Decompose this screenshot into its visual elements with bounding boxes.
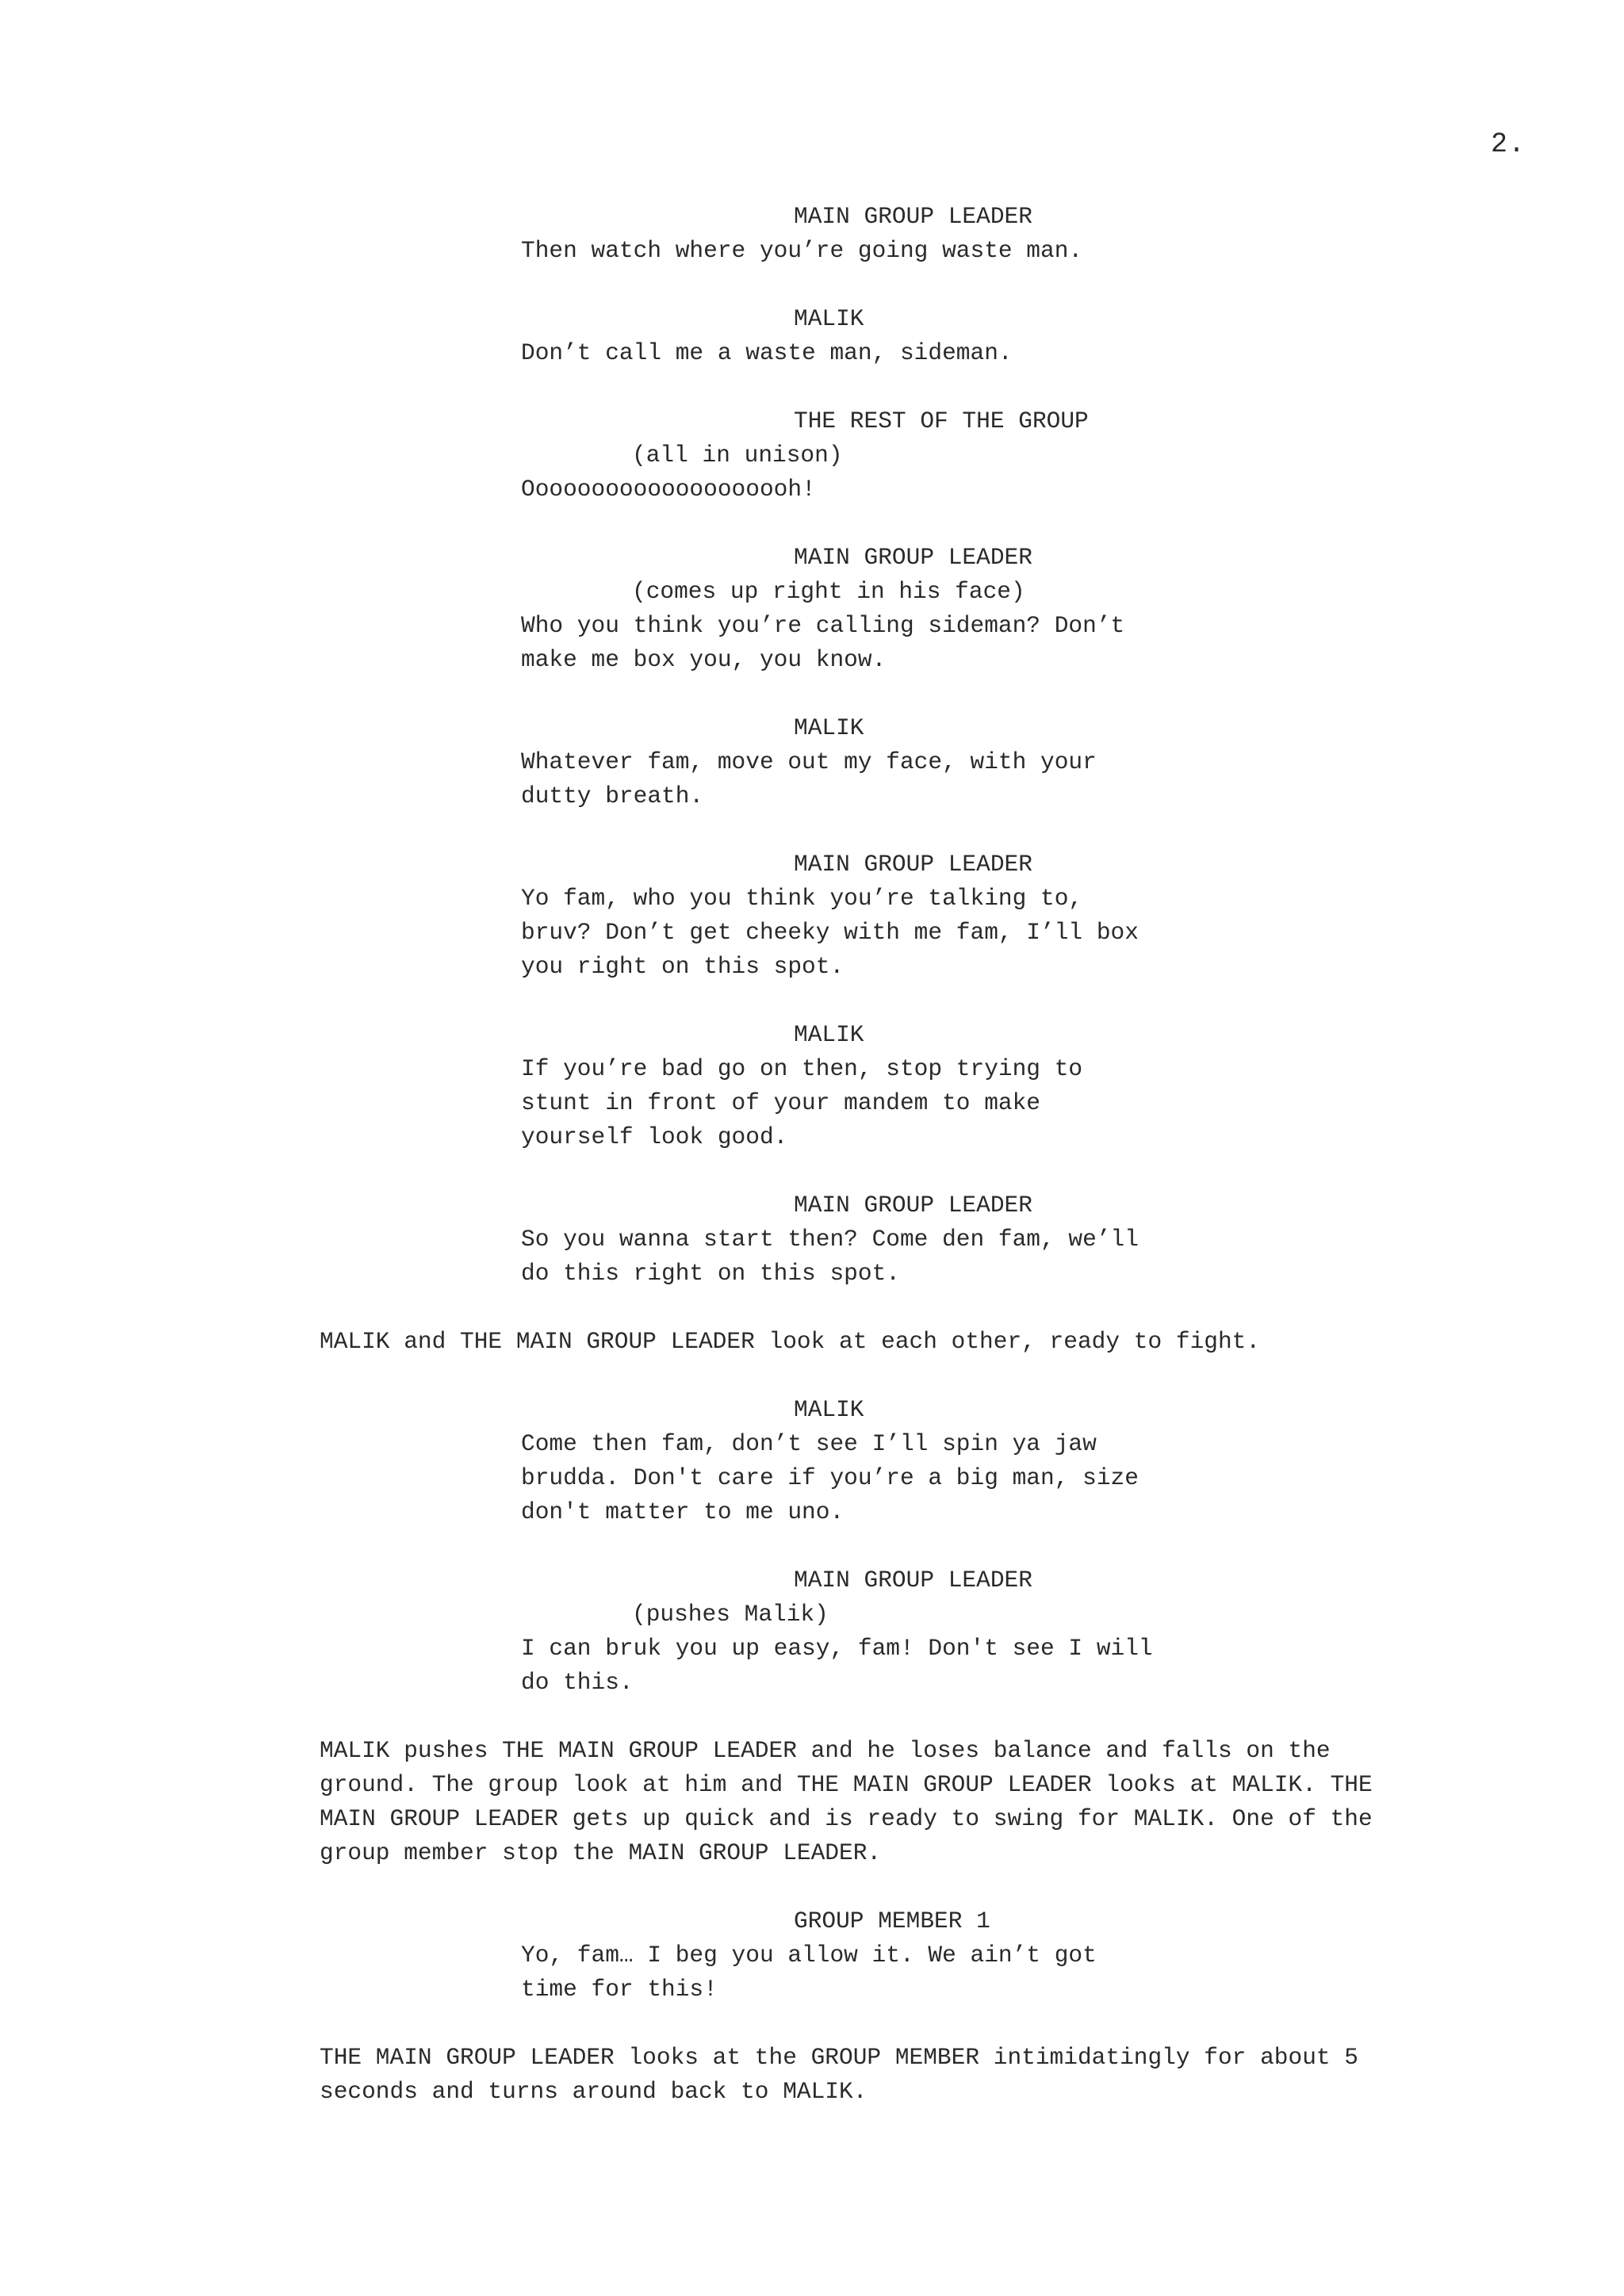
dialogue-line: you right on this spot. <box>521 953 845 980</box>
dialogue-block <box>521 609 1187 677</box>
action-line: ground. The group look at him and THE MAIN GROUP LEADER looks at MALIK. THE <box>320 1771 1373 1798</box>
blank-line <box>320 677 1446 711</box>
dialogue-block <box>521 1632 1187 1700</box>
blank-line <box>320 1700 1446 1734</box>
character-name: THE REST OF THE GROUP <box>794 408 1089 434</box>
dialogue-line: do this. <box>521 1669 634 1696</box>
action-block <box>320 2041 1446 2109</box>
blank-line <box>320 984 1446 1018</box>
blank-line <box>320 370 1446 404</box>
dialogue-block <box>521 745 1187 813</box>
dialogue-line: Then watch where you’re going waste man. <box>521 237 1083 264</box>
dialogue-line: do this right on this spot. <box>521 1260 900 1287</box>
dialogue-line: dutty breath. <box>521 783 704 809</box>
parenthetical: (all in unison) <box>632 442 843 469</box>
character-name: GROUP MEMBER 1 <box>794 1908 990 1934</box>
dialogue-line: If you’re bad go on then, stop trying to <box>521 1055 1083 1082</box>
blank-line <box>320 268 1446 302</box>
parenthetical: (comes up right in his face) <box>632 578 1025 605</box>
dialogue-line: Come then fam, don’t see I’ll spin ya jaw <box>521 1430 1097 1457</box>
character-name: MALIK <box>794 1021 864 1048</box>
dialogue-line: don't matter to me uno. <box>521 1498 845 1525</box>
dialogue-block <box>521 1223 1187 1291</box>
parenthetical: (pushes Malik) <box>632 1601 829 1628</box>
dialogue-line: Whatever fam, move out my face, with your <box>521 748 1097 775</box>
character-name: MAIN GROUP LEADER <box>794 1567 1032 1594</box>
dialogue-block <box>521 336 1187 370</box>
dialogue-line: Who you think you’re calling sideman? Don’t <box>521 612 1125 639</box>
dialogue-line: stunt in front of your mandem to make <box>521 1089 1041 1116</box>
dialogue-line: Oooooooooooooooooooh! <box>521 476 816 503</box>
character-name: MAIN GROUP LEADER <box>794 544 1032 571</box>
action-line: group member stop the MAIN GROUP LEADER. <box>320 1839 882 1866</box>
blank-line <box>320 1154 1446 1188</box>
character-name: MALIK <box>794 305 864 332</box>
blank-line <box>320 2007 1446 2041</box>
character-name: MAIN GROUP LEADER <box>794 1192 1032 1219</box>
dialogue-line: Yo fam, who you think you’re talking to, <box>521 885 1083 912</box>
dialogue-line: time for this! <box>521 1976 718 2003</box>
dialogue-line: bruv? Don’t get cheeky with me fam, I’ll box <box>521 919 1139 946</box>
script-body <box>320 200 1446 2109</box>
blank-line <box>320 1291 1446 1325</box>
dialogue-line: Yo, fam… I beg you allow it. We ain’t got <box>521 1942 1097 1969</box>
dialogue-line: So you wanna start then? Come den fam, we’ll <box>521 1226 1139 1253</box>
dialogue-block <box>521 1938 1187 2007</box>
dialogue-line: make me box you, you know. <box>521 646 887 673</box>
character-name: MAIN GROUP LEADER <box>794 851 1032 878</box>
blank-line <box>320 1529 1446 1563</box>
blank-line <box>320 1870 1446 1904</box>
action-line: MALIK and THE MAIN GROUP LEADER look at each other, ready to fight. <box>320 1328 1261 1355</box>
dialogue-line: brudda. Don't care if you’re a big man, size <box>521 1464 1139 1491</box>
blank-line <box>320 813 1446 848</box>
action-block <box>320 1325 1446 1359</box>
page-number: 2. <box>1491 128 1526 160</box>
action-line: seconds and turns around back to MALIK. <box>320 2078 868 2105</box>
dialogue-block <box>521 882 1187 984</box>
character-name: MALIK <box>794 1396 864 1423</box>
action-line: THE MAIN GROUP LEADER looks at the GROUP MEMBER intimidatingly for about 5 <box>320 2044 1359 2071</box>
character-name: MAIN GROUP LEADER <box>794 203 1032 230</box>
dialogue-line: I can bruk you up easy, fam! Don't see I will <box>521 1635 1153 1662</box>
blank-line <box>320 1359 1446 1393</box>
action-line: MALIK pushes THE MAIN GROUP LEADER and he loses balance and falls on the <box>320 1737 1331 1764</box>
dialogue-block <box>521 473 1187 507</box>
action-block <box>320 1734 1446 1870</box>
blank-line <box>320 507 1446 541</box>
character-name: MALIK <box>794 714 864 741</box>
dialogue-line: Don’t call me a waste man, sideman. <box>521 339 1013 366</box>
dialogue-block <box>521 1427 1187 1529</box>
action-line: MAIN GROUP LEADER gets up quick and is ready to swing for MALIK. One of the <box>320 1805 1373 1832</box>
dialogue-line: yourself look good. <box>521 1123 788 1150</box>
dialogue-block <box>521 1052 1187 1154</box>
dialogue-block <box>521 234 1187 268</box>
